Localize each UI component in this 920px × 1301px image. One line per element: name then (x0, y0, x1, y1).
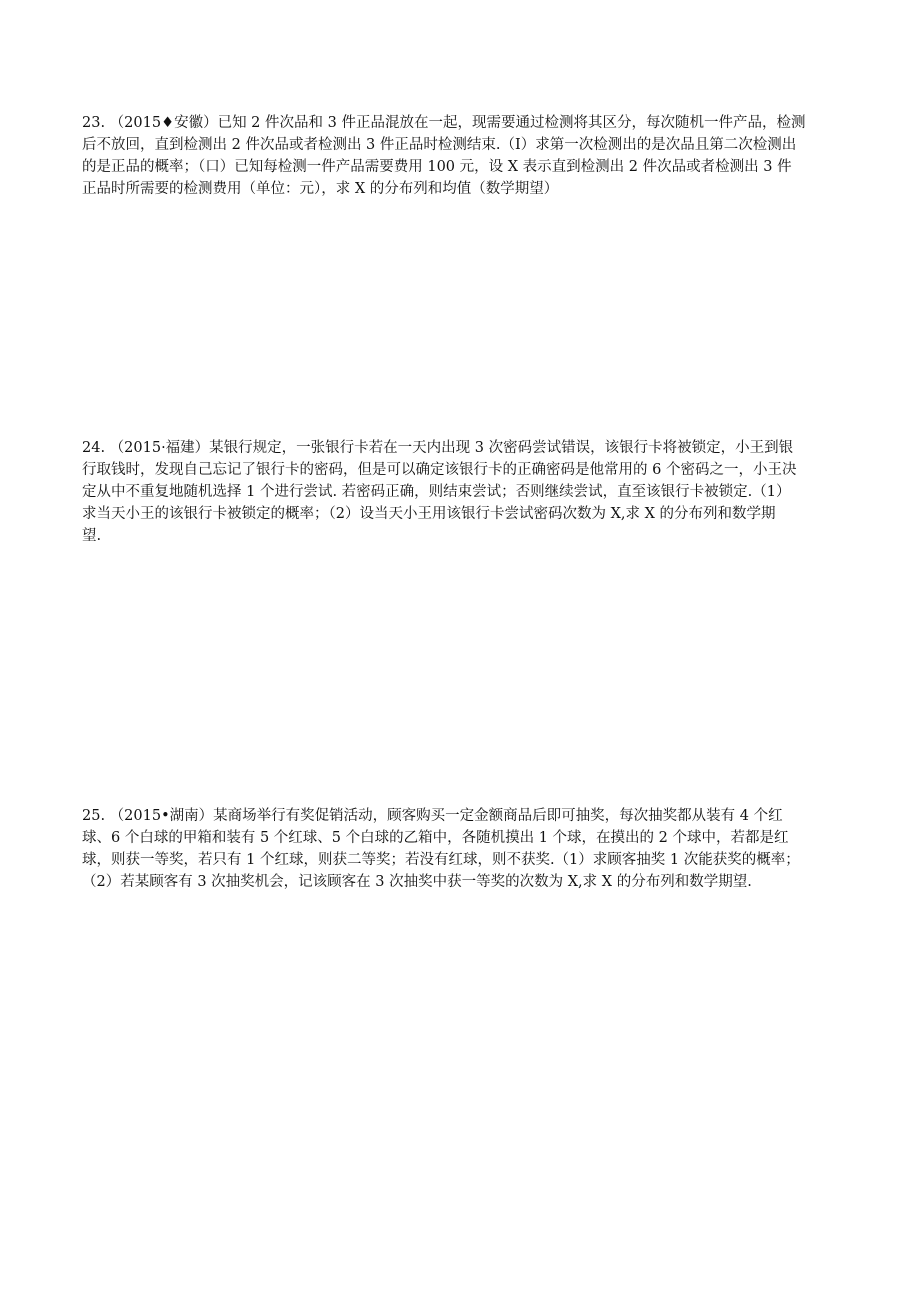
problem-25 (82, 805, 842, 893)
problem-24 (82, 437, 842, 547)
problem-24-line-1: 24. （2015·福建）某银行规定，一张银行卡若在一天内出现 3 次密码尝试错误，该银行卡将被锁定，小王到银 (82, 440, 794, 456)
problem-25-line-2: 球、6 个白球的甲箱和装有 5 个红球、5 个白球的乙箱中，各随机摸出 1 个球，在摸出的 2 个球中，若都是红 (82, 830, 789, 846)
problem-24-line-4: 求当天小王的该银行卡被锁定的概率；（2）设当天小王用该银行卡尝试密码次数为 X,求 X 的分布列和数学期 (82, 506, 776, 522)
problem-25-line-3: 球，则获一等奖，若只有 1 个红球，则获二等奖；若没有红球，则不获奖.（1）求顾客抽奖 1 次能获奖的概率； (82, 852, 800, 868)
problem-23-line-1: 23. （2015♦安徽）已知 2 件次品和 3 件正品混放在一起，现需要通过检测将其区分，每次随机一件产品，检测 (82, 115, 806, 131)
problem-23-line-2: 后不放回，直到检测出 2 件次品或者检测出 3 件正品时检测结束.（I）求第一次检测出的是次品且第二次检测出 (82, 137, 797, 153)
problem-25-line-1: 25. （2015•湖南）某商场举行有奖促销活动，顾客购买一定金额商品后即可抽奖，每次抽奖都从装有 4 个红 (82, 808, 783, 824)
problem-23 (82, 112, 842, 200)
problem-24-line-3: 定从中不重复地随机选择 1 个进行尝试. 若密码正确，则结束尝试；否则继续尝试，直至该银行卡被锁定.（1） (82, 484, 791, 500)
problem-25-line-4: （2）若某顾客有 3 次抽奖机会，记该顾客在 3 次抽奖中获一等奖的次数为 X,求 X 的分布列和数学期望. (82, 874, 752, 890)
problem-24-line-5: 望. (82, 528, 102, 544)
problem-23-line-3: 的是正品的概率；（口）已知每检测一件产品需要费用 100 元，设 X 表示直到检测出 2 件次品或者检测出 3 件 (82, 159, 792, 175)
problem-23-line-4: 正品时所需要的检测费用（单位：元），求 X 的分布列和均值（数学期望） (82, 181, 559, 197)
problem-24-line-2: 行取钱时，发现自己忘记了银行卡的密码，但是可以确定该银行卡的正确密码是他常用的 6 个密码之一，小王决 (82, 462, 797, 478)
